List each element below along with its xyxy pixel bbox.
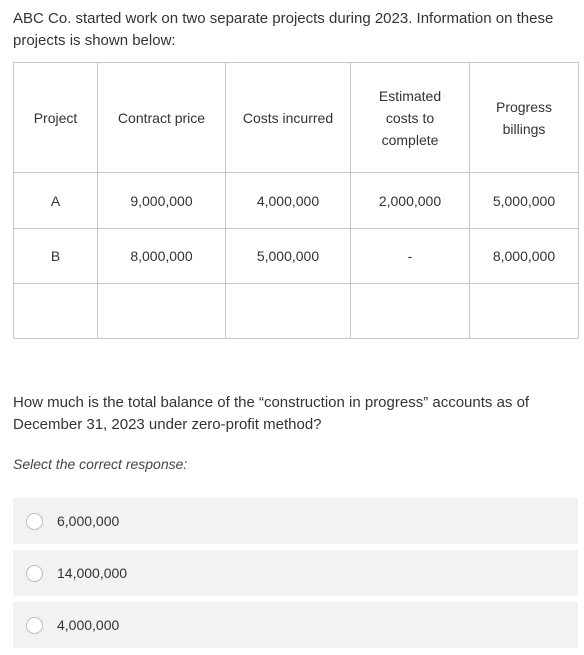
cell-costs-incurred: 4,000,000 [226,173,351,229]
intro-text: ABC Co. started work on two separate projects during 2023. Information on these projects is shown below: [13,10,554,49]
radio-button[interactable] [26,513,43,530]
answer-options [13,498,578,654]
answer-option-label: 6,000,000 [57,513,120,529]
cell-project: A [14,173,98,229]
header-estimated-line3: complete [381,131,439,148]
header-project: Project [14,63,98,173]
table-header-row [14,63,579,173]
cell-costs-incurred: 5,000,000 [226,229,351,284]
answer-option[interactable] [13,550,578,596]
cell-estimated-costs: 2,000,000 [351,173,470,229]
cell-project: B [14,229,98,284]
header-progress-billings [470,63,579,173]
cell-contract-price: 9,000,000 [98,173,226,229]
cell-progress-billings: 8,000,000 [470,229,579,284]
instruction-text: Select the correct response: [13,456,188,472]
radio-button[interactable] [26,565,43,582]
header-contract-price: Contract price [98,63,226,173]
answer-option-label: 4,000,000 [57,617,120,633]
cell-progress-billings: 5,000,000 [470,173,579,229]
header-costs-incurred: Costs incurred [226,63,351,173]
cell-empty [351,284,470,339]
table-row [14,229,579,284]
cell-empty [98,284,226,339]
header-estimated-line2: costs to [385,109,435,126]
question-text: How much is the total balance of the “construction in progress” accounts as of December 31, 2023 under zero-profit method? [13,394,530,433]
header-billings-line2: billings [502,120,546,137]
cell-contract-price: 8,000,000 [98,229,226,284]
cell-empty [226,284,351,339]
table-row-empty [14,284,579,339]
answer-option[interactable] [13,498,578,544]
cell-empty [14,284,98,339]
header-estimated-line1: Estimated [378,87,442,104]
projects-table [13,62,579,339]
radio-button[interactable] [26,617,43,634]
answer-option[interactable] [13,602,578,648]
cell-empty [470,284,579,339]
cell-estimated-costs: - [351,229,470,284]
table-row [14,173,579,229]
answer-option-label: 14,000,000 [57,565,128,581]
header-estimated-costs [351,63,470,173]
header-billings-line1: Progress [495,98,553,115]
